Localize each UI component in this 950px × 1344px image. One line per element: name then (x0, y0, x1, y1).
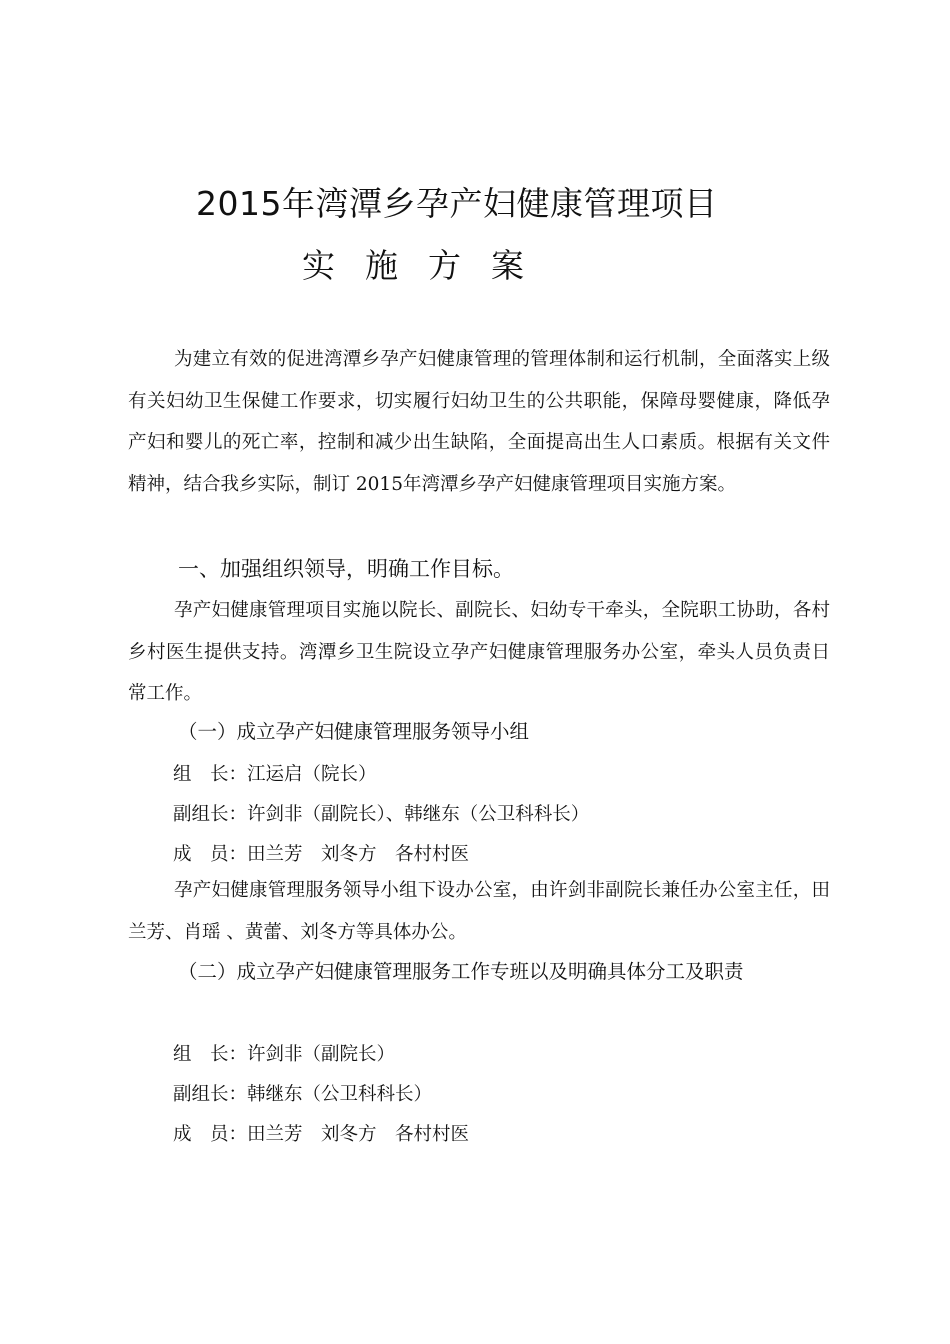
section1-heading: 一、加强组织领导，明确工作目标。 (178, 557, 514, 581)
document-title-line1: 2015年湾潭乡孕产妇健康管理项目 (196, 184, 718, 223)
group1-heading: （一）成立孕产妇健康管理服务领导小组 (178, 720, 530, 743)
group1-members: 成 员：田兰芳 刘冬方 各村村医 (173, 844, 470, 865)
group1-office-paragraph: 孕产妇健康管理服务领导小组下设办公室，由许剑非副院长兼任办公室主任，田兰芳、肖瑶 、黄蕾、刘冬方等具体办公。 (128, 880, 830, 943)
intro-paragraph: 为建立有效的促进湾潭乡孕产妇健康管理的管理体制和运行机制，全面落实上级有关妇幼卫生保健工作要求，切实履行妇幼卫生的公共职能，保障母婴健康，降低孕产妇和婴儿的死亡率，控制和减少出生缺陷，全面提高出生人口素质。根据有关文件精神，结合我乡实际，制订 2015年湾潭乡孕产妇健康管理项目实施方案。 (128, 349, 830, 495)
group2-heading: （二）成立孕产妇健康管理服务工作专班以及明确具体分工及职责 (178, 960, 744, 983)
group1-deputy: 副组长：许剑非（副院长）、韩继东（公卫科科长） (173, 804, 590, 825)
document-title-line2: 实施方案 (302, 246, 554, 285)
group2-members: 成 员：田兰芳 刘冬方 各村村医 (173, 1124, 470, 1145)
group2-leader: 组 长：许剑非（副院长） (173, 1044, 396, 1065)
section1-paragraph: 孕产妇健康管理项目实施以院长、副院长、妇幼专干牵头，全院职工协助，各村乡村医生提供支持。湾潭乡卫生院设立孕产妇健康管理服务办公室，牵头人员负责日常工作。 (128, 600, 830, 704)
group2-deputy: 副组长：韩继东（公卫科科长） (173, 1084, 433, 1105)
group1-leader: 组 长：江运启（院长） (173, 764, 377, 785)
